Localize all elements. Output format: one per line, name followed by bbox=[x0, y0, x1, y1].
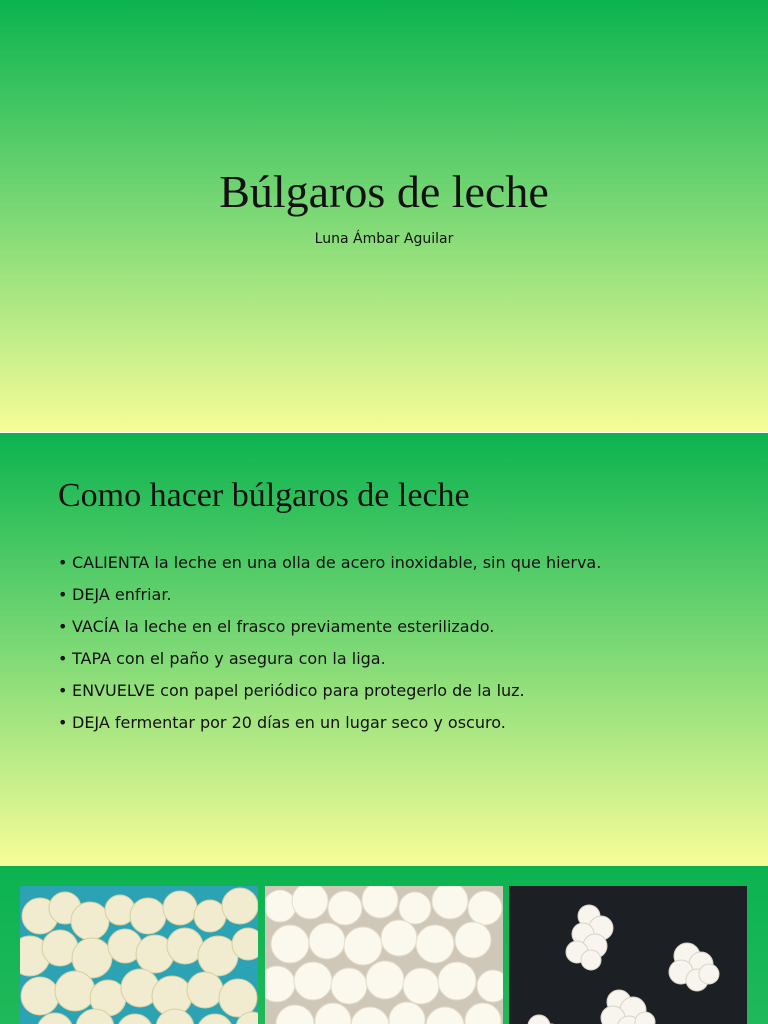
list-item bbox=[58, 547, 601, 579]
kefir-grains-closeup-photo bbox=[265, 886, 503, 1024]
slide-subtitle: Luna Ámbar Aguilar bbox=[314, 231, 454, 247]
list-item-text: ENVUELVE con papel periódico para protegerlo de la luz. bbox=[72, 681, 525, 700]
bullet-icon: • bbox=[58, 585, 68, 604]
list-item bbox=[58, 675, 601, 707]
title-slide bbox=[0, 0, 768, 432]
kefir-grains-on-blue-photo bbox=[20, 886, 258, 1024]
list-item-text: DEJA fermentar por 20 días en un lugar seco y oscuro. bbox=[72, 713, 506, 732]
list-item bbox=[58, 643, 601, 675]
list-item-text: VACÍA la leche en el frasco previamente esterilizado. bbox=[72, 617, 495, 636]
list-item-text: DEJA enfriar. bbox=[72, 585, 172, 604]
photos-slide bbox=[0, 866, 768, 1024]
slide-heading: Como hacer búlgaros de leche bbox=[58, 477, 470, 514]
list-item bbox=[58, 707, 601, 739]
instruction-list bbox=[58, 547, 601, 739]
bullet-icon: • bbox=[58, 553, 68, 572]
list-item bbox=[58, 611, 601, 643]
list-item bbox=[58, 579, 601, 611]
bullet-icon: • bbox=[58, 617, 68, 636]
bullet-icon: • bbox=[58, 649, 68, 668]
kefir-grains-on-dark-photo bbox=[509, 886, 747, 1024]
bullet-icon: • bbox=[58, 681, 68, 700]
slide-title: Búlgaros de leche bbox=[219, 166, 549, 217]
list-item-text: CALIENTA la leche en una olla de acero inoxidable, sin que hierva. bbox=[72, 553, 602, 572]
bullet-icon: • bbox=[58, 713, 68, 732]
list-item-text: TAPA con el paño y asegura con la liga. bbox=[72, 649, 386, 668]
instructions-slide bbox=[0, 433, 768, 865]
